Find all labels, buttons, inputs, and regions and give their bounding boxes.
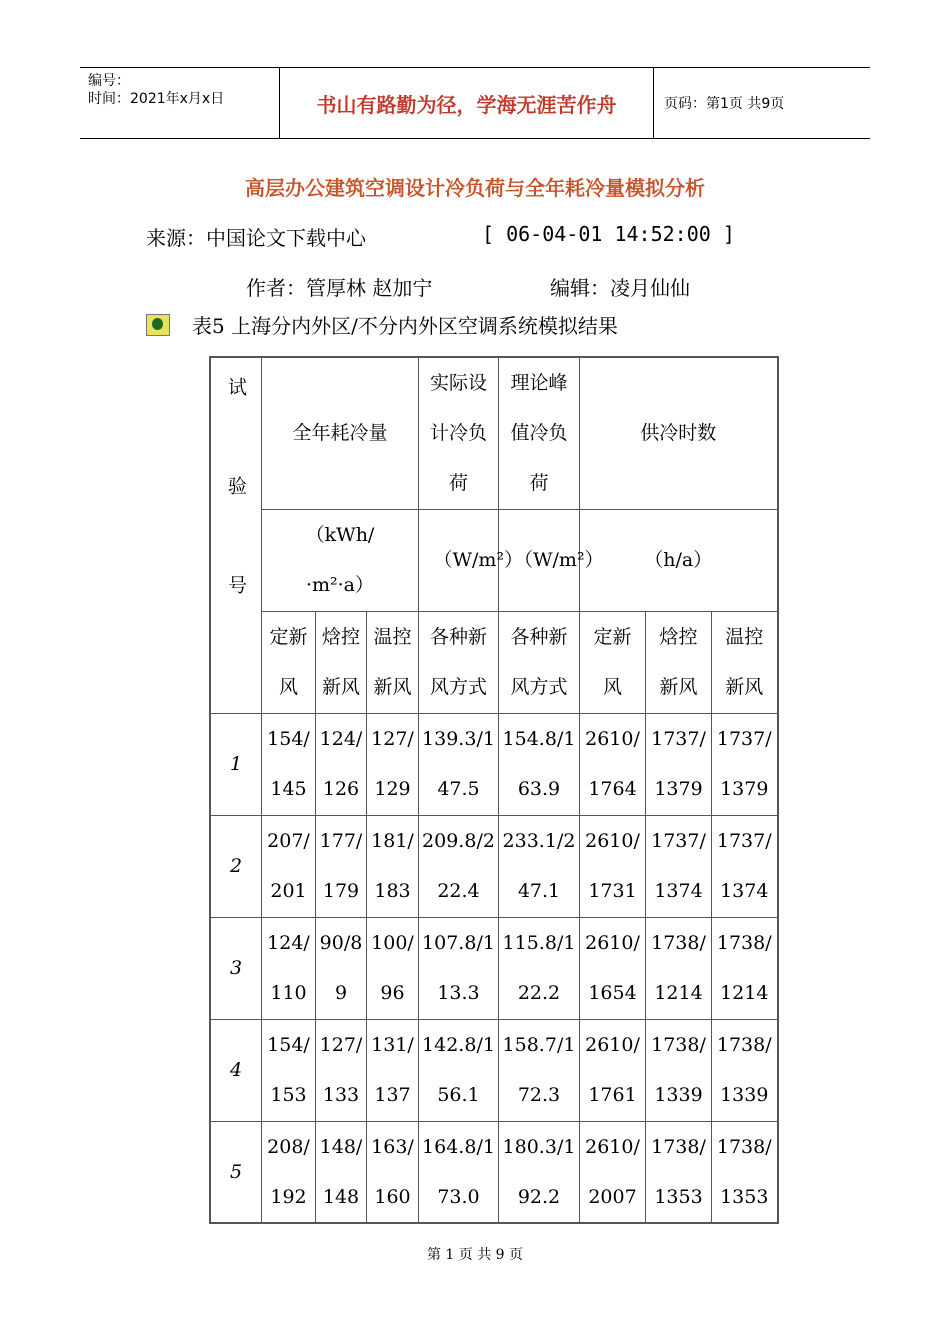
subheader: 温控新风 [712,611,778,713]
annual-cooling-header: 全年耗冷量 [262,357,419,509]
subheader: 定新风 [580,611,646,713]
trial-number: 1 [210,713,262,815]
trial-number: 3 [210,917,262,1019]
table-cell: 124/126 [316,713,367,815]
table-row [210,1121,778,1223]
table-cell: 139.3/147.5 [419,713,499,815]
actual-load-unit: （W/m²） [419,509,499,611]
table-cell: 1738/1353 [712,1121,778,1223]
article-title: 高层办公建筑空调设计冷负荷与全年耗冷量模拟分析 [245,176,705,200]
header-motto: 书山有路勤为径，学海无涯苦作舟 [280,68,654,138]
trial-number: 5 [210,1121,262,1223]
table-cell: 180.3/192.2 [499,1121,580,1223]
table-cell: 1737/1379 [646,713,712,815]
page-footer: 第 1 页 共 9 页 [426,1247,524,1263]
table-cell: 100/96 [367,917,419,1019]
document-header [80,67,870,139]
subheader: 各种新风方式 [419,611,499,713]
table-cell: 107.8/113.3 [419,917,499,1019]
table-cell: 208/192 [262,1121,316,1223]
subheader: 焓控新风 [316,611,367,713]
table-cell: 131/137 [367,1019,419,1121]
table-caption-text: 表5 上海分内外区/不分内外区空调系统模拟结果 [192,314,618,338]
table-cell: 115.8/122.2 [499,917,580,1019]
table-cell: 1737/1374 [712,815,778,917]
table-cell: 90/89 [316,917,367,1019]
theory-load-header: 理论峰值冷负荷 [499,357,580,509]
trial-number: 4 [210,1019,262,1121]
table-cell: 148/148 [316,1121,367,1223]
table-cell: 1737/1379 [712,713,778,815]
table-row [210,917,778,1019]
table-cell: 1738/1339 [646,1019,712,1121]
table-cell: 207/201 [262,815,316,917]
table-cell: 1738/1214 [646,917,712,1019]
table-cell: 1738/1353 [646,1121,712,1223]
table-cell: 2610/1654 [580,917,646,1019]
table-row [210,1019,778,1121]
table-cell: 127/133 [316,1019,367,1121]
subheader: 焓控新风 [646,611,712,713]
article-source: 来源：中国论文下载中心 [146,226,366,250]
table-cell: 154.8/163.9 [499,713,580,815]
cooling-hours-unit: （h/a） [580,509,778,611]
table-cell: 1738/1339 [712,1019,778,1121]
subheader: 温控新风 [367,611,419,713]
subheader: 定新风 [262,611,316,713]
number-label: 编号： [88,73,130,89]
table-cell: 1737/1374 [646,815,712,917]
table-cell: 164.8/173.0 [419,1121,499,1223]
article-datetime: [ 06-04-01 14:52:00 ] [482,222,735,246]
annual-cooling-unit: （kWh/·m²·a） [262,509,419,611]
table-cell: 177/179 [316,815,367,917]
table-cell: 2610/1761 [580,1019,646,1121]
subheader: 各种新风方式 [499,611,580,713]
header-page-info: 页码：第1页 共9页 [664,96,785,112]
table-cell: 233.1/247.1 [499,815,580,917]
header-meta [80,68,280,138]
table-cell: 1738/1214 [712,917,778,1019]
table-cell: 2610/1764 [580,713,646,815]
trial-number-header [210,357,262,713]
table-cell: 142.8/156.1 [419,1019,499,1121]
table-cell: 154/145 [262,713,316,815]
table-icon[interactable] [146,314,170,336]
article-editor: 编辑：凌月仙仙 [550,276,690,300]
article-author: 作者：管厚林 赵加宁 [246,276,433,300]
theory-load-unit: （W/m²） [499,509,580,611]
table-cell: 124/110 [262,917,316,1019]
trial-number: 2 [210,815,262,917]
results-table [209,356,779,1224]
actual-load-header: 实际设计冷负荷 [419,357,499,509]
table-cell: 158.7/172.3 [499,1019,580,1121]
table-row [210,713,778,815]
time-label: 时间：2021年x月x日 [88,91,225,107]
table-cell: 127/129 [367,713,419,815]
table-cell: 2610/1731 [580,815,646,917]
table-cell: 154/153 [262,1019,316,1121]
cooling-hours-header: 供冷时数 [580,357,778,509]
table-cell: 163/160 [367,1121,419,1223]
table-row [210,815,778,917]
table-cell: 2610/2007 [580,1121,646,1223]
table-cell: 181/183 [367,815,419,917]
table-cell: 209.8/222.4 [419,815,499,917]
table-caption [146,310,618,339]
trial-number-label: 试验号 [225,377,247,675]
